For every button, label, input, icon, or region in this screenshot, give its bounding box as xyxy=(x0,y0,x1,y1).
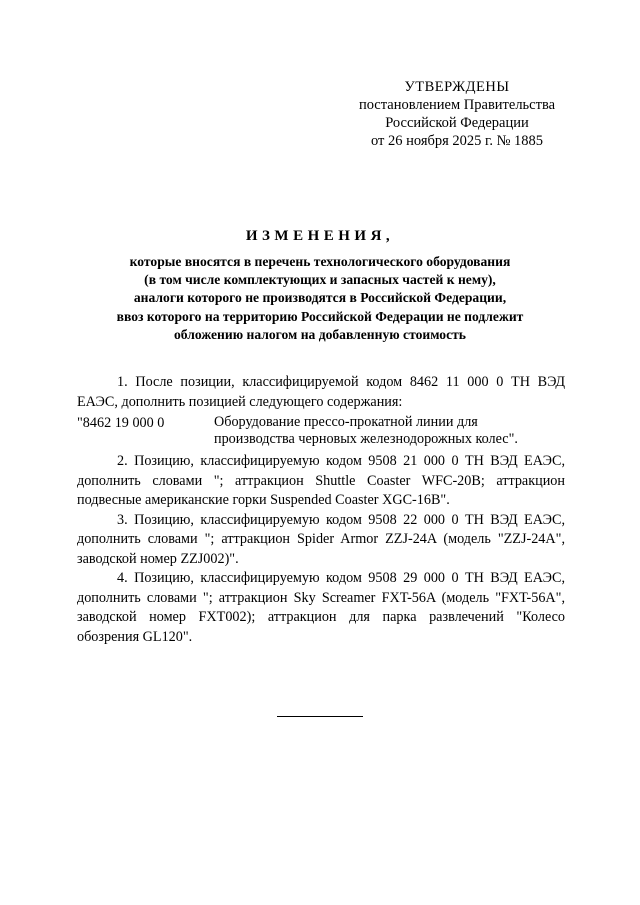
approval-stamp xyxy=(340,78,574,150)
subtitle-line: (в том числе комплектующих и запасных частей к нему), xyxy=(144,272,496,288)
approval-line: постановлением Правительства xyxy=(358,97,556,113)
new-position-entry xyxy=(77,414,565,448)
amendment-paragraph-4: 4. Позицию, классифицируемую кодом 9508 29 000 0 ТН ВЭД ЕАЭС, дополнить словами "; аттракцион Sky Screamer FXT-56A (модель "FXT-56A", заводской номер FXT002); аттракцион для парка развлечений "Колесо обозрения GL120". xyxy=(77,570,565,645)
amendment-paragraph-3: 3. Позицию, классифицируемую кодом 9508 22 000 0 ТН ВЭД ЕАЭС, дополнить словами "; аттракцион Spider Armor ZZJ-24A (модель "ZZJ-24A", заводской номер ZZJ002)". xyxy=(77,511,565,567)
document-body xyxy=(77,373,565,647)
approval-heading: УТВЕРЖДЕНЫ xyxy=(404,79,510,95)
document-heading xyxy=(70,228,570,344)
subtitle-line: которые вносятся в перечень технологического оборудования xyxy=(129,254,511,269)
new-position-description: Оборудование прессо-прокатной линии для производства черновых железнодорожных колес". xyxy=(214,414,518,447)
subtitle-line: обложению налогом на добавленную стоимость xyxy=(173,326,466,342)
amendment-paragraph-1: 1. После позиции, классифицируемой кодом 8462 11 000 0 ТН ВЭД ЕАЭС, дополнить позицией следующего содержания: xyxy=(77,374,565,410)
document-subtitle xyxy=(70,253,570,344)
document-title: ИЗМЕНЕНИЯ, xyxy=(245,228,395,244)
approval-line: Российской Федерации xyxy=(385,115,529,131)
approval-date-line: от 26 ноября 2025 г. № 1885 xyxy=(370,133,544,149)
end-separator-line xyxy=(277,716,363,717)
amendment-paragraph-2: 2. Позицию, классифицируемую кодом 9508 21 000 0 ТН ВЭД ЕАЭС, дополнить словами "; аттракцион Shuttle Coaster WFC-20B; аттракцион подвесные американские горки Suspended Coaster XGC-16B". xyxy=(77,453,565,508)
subtitle-line: ввоз которого на территорию Российской Федерации не подлежит xyxy=(116,308,524,324)
new-position-code: "8462 19 000 0 xyxy=(77,415,165,431)
subtitle-line: аналоги которого не производятся в Российской Федерации, xyxy=(133,290,507,306)
